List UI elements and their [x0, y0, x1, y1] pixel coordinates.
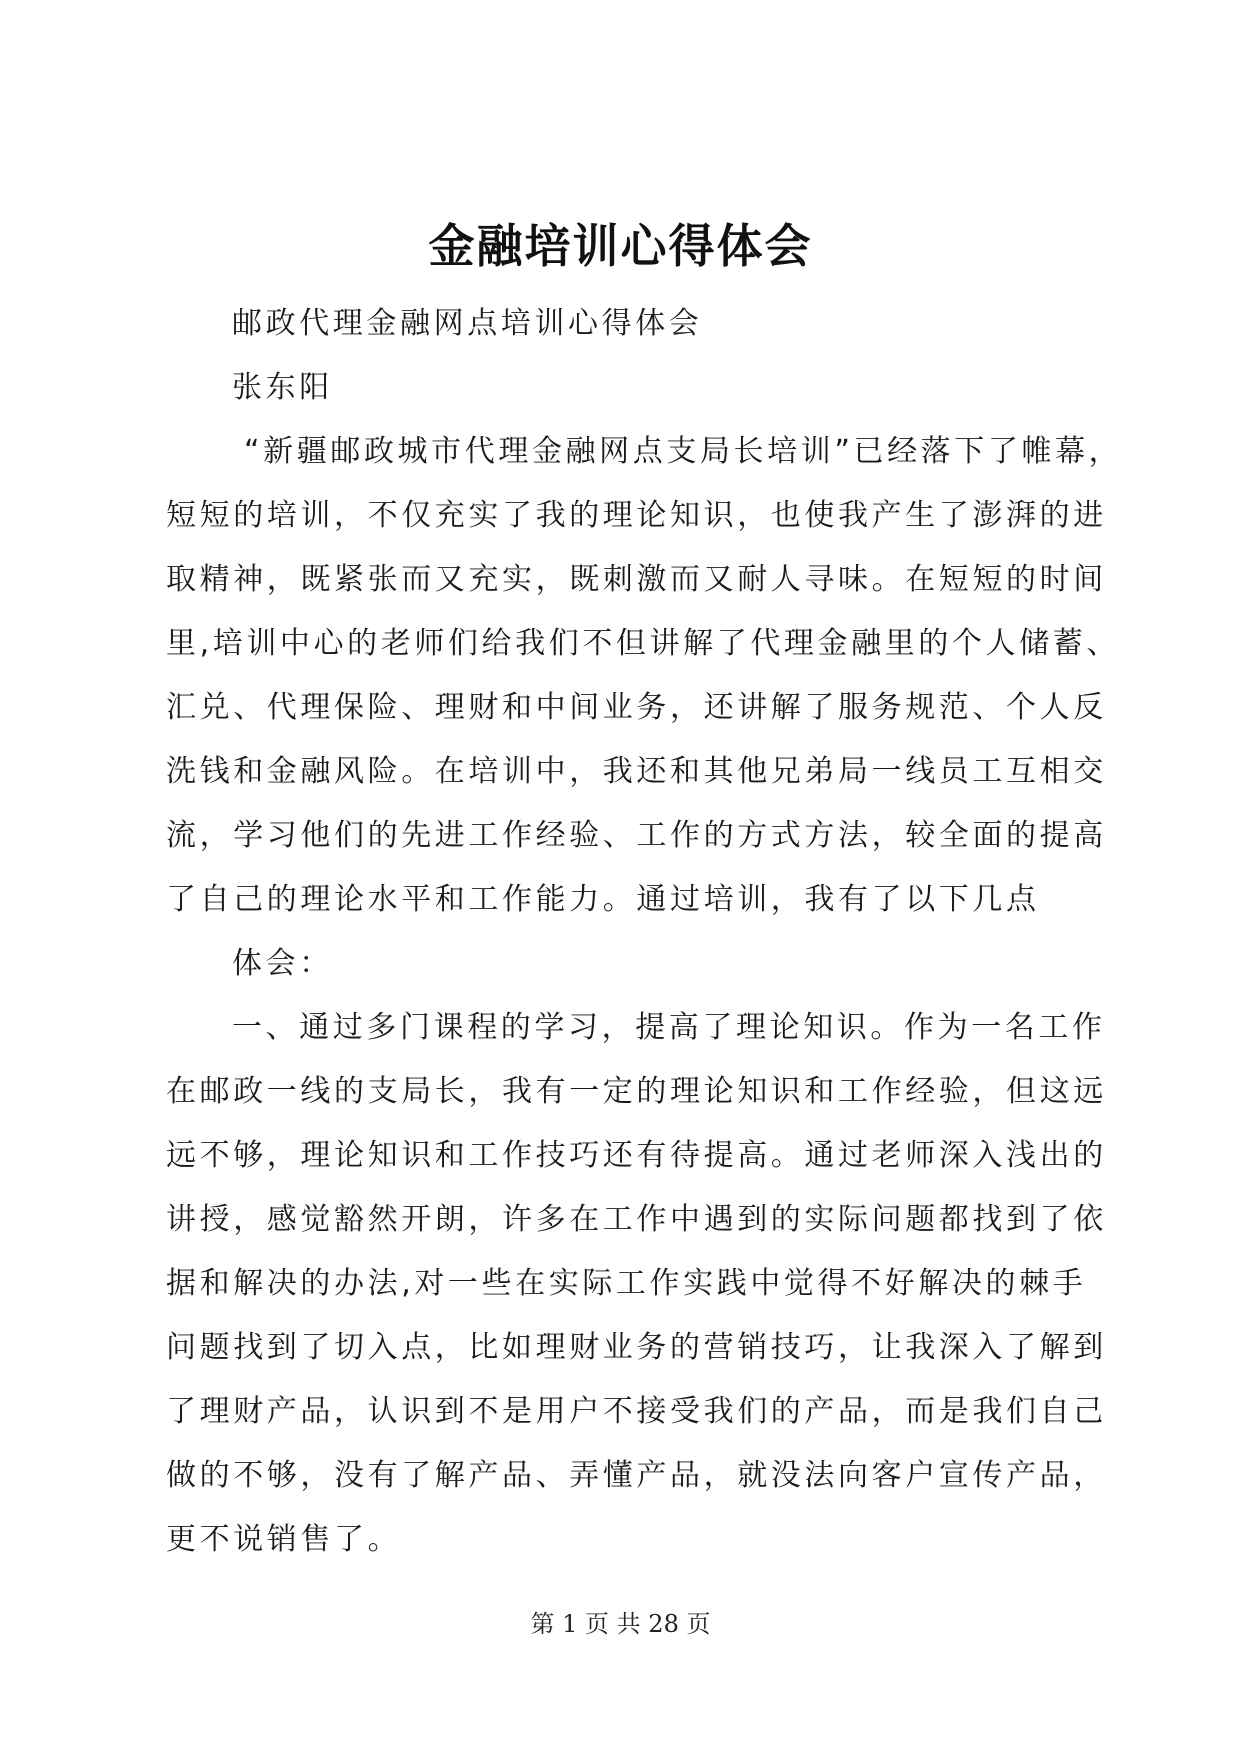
paragraph-line: 取精神，既紧张而又充实，既刺激而又耐人寻味。在短短的时间: [166, 562, 1107, 597]
author-line: 张东阳: [232, 370, 333, 405]
paragraph-line: 里,培训中心的老师们给我们不但讲解了代理金融里的个人储蓄、: [166, 626, 1120, 661]
paragraph-line: “新疆邮政城市代理金融网点支局长培训”已经落下了帷幕，: [244, 434, 1123, 469]
paragraph-line: 短短的培训，不仅充实了我的理论知识，也使我产生了澎湃的进: [166, 498, 1107, 533]
paragraph-line: 一、通过多门课程的学习，提高了理论知识。作为一名工作: [232, 1010, 1106, 1045]
paragraph-line: 了理财产品，认识到不是用户不接受我们的产品，而是我们自己: [166, 1394, 1107, 1429]
document-body: [166, 292, 1123, 1572]
paragraph-line: 在邮政一线的支局长，我有一定的理论知识和工作经验，但这远: [166, 1074, 1107, 1109]
paragraph-line: 做的不够，没有了解产品、弄懂产品，就没法向客户宣传产品，: [166, 1458, 1107, 1493]
document-title: 金融培训心得体会: [428, 219, 813, 273]
paragraph-line: 更不说销售了。: [166, 1522, 402, 1557]
page-footer: 第 1 页 共 28 页: [530, 1610, 711, 1638]
paragraph-line: 汇兑、代理保险、理财和中间业务，还讲解了服务规范、个人反: [166, 690, 1107, 725]
paragraph-line: 流，学习他们的先进工作经验、工作的方式方法，较全面的提高: [166, 818, 1107, 853]
paragraph-line: 讲授，感觉豁然开朗，许多在工作中遇到的实际问题都找到了依: [166, 1202, 1107, 1237]
paragraph-line: 洗钱和金融风险。在培训中，我还和其他兄弟局一线员工互相交: [166, 754, 1107, 789]
paragraph-line: 了自己的理论水平和工作能力。通过培训，我有了以下几点: [166, 882, 1040, 917]
subtitle-line: 邮政代理金融网点培训心得体会: [232, 306, 703, 341]
paragraph-line: 远不够，理论知识和工作技巧还有待提高。通过老师深入浅出的: [166, 1138, 1107, 1173]
paragraph-line: 据和解决的办法,对一些在实际工作实践中觉得不好解决的棘手: [166, 1266, 1087, 1301]
paragraph-line: 问题找到了切入点，比如理财业务的营销技巧，让我深入了解到: [166, 1330, 1107, 1365]
paragraph-line: 体会：: [232, 946, 333, 981]
